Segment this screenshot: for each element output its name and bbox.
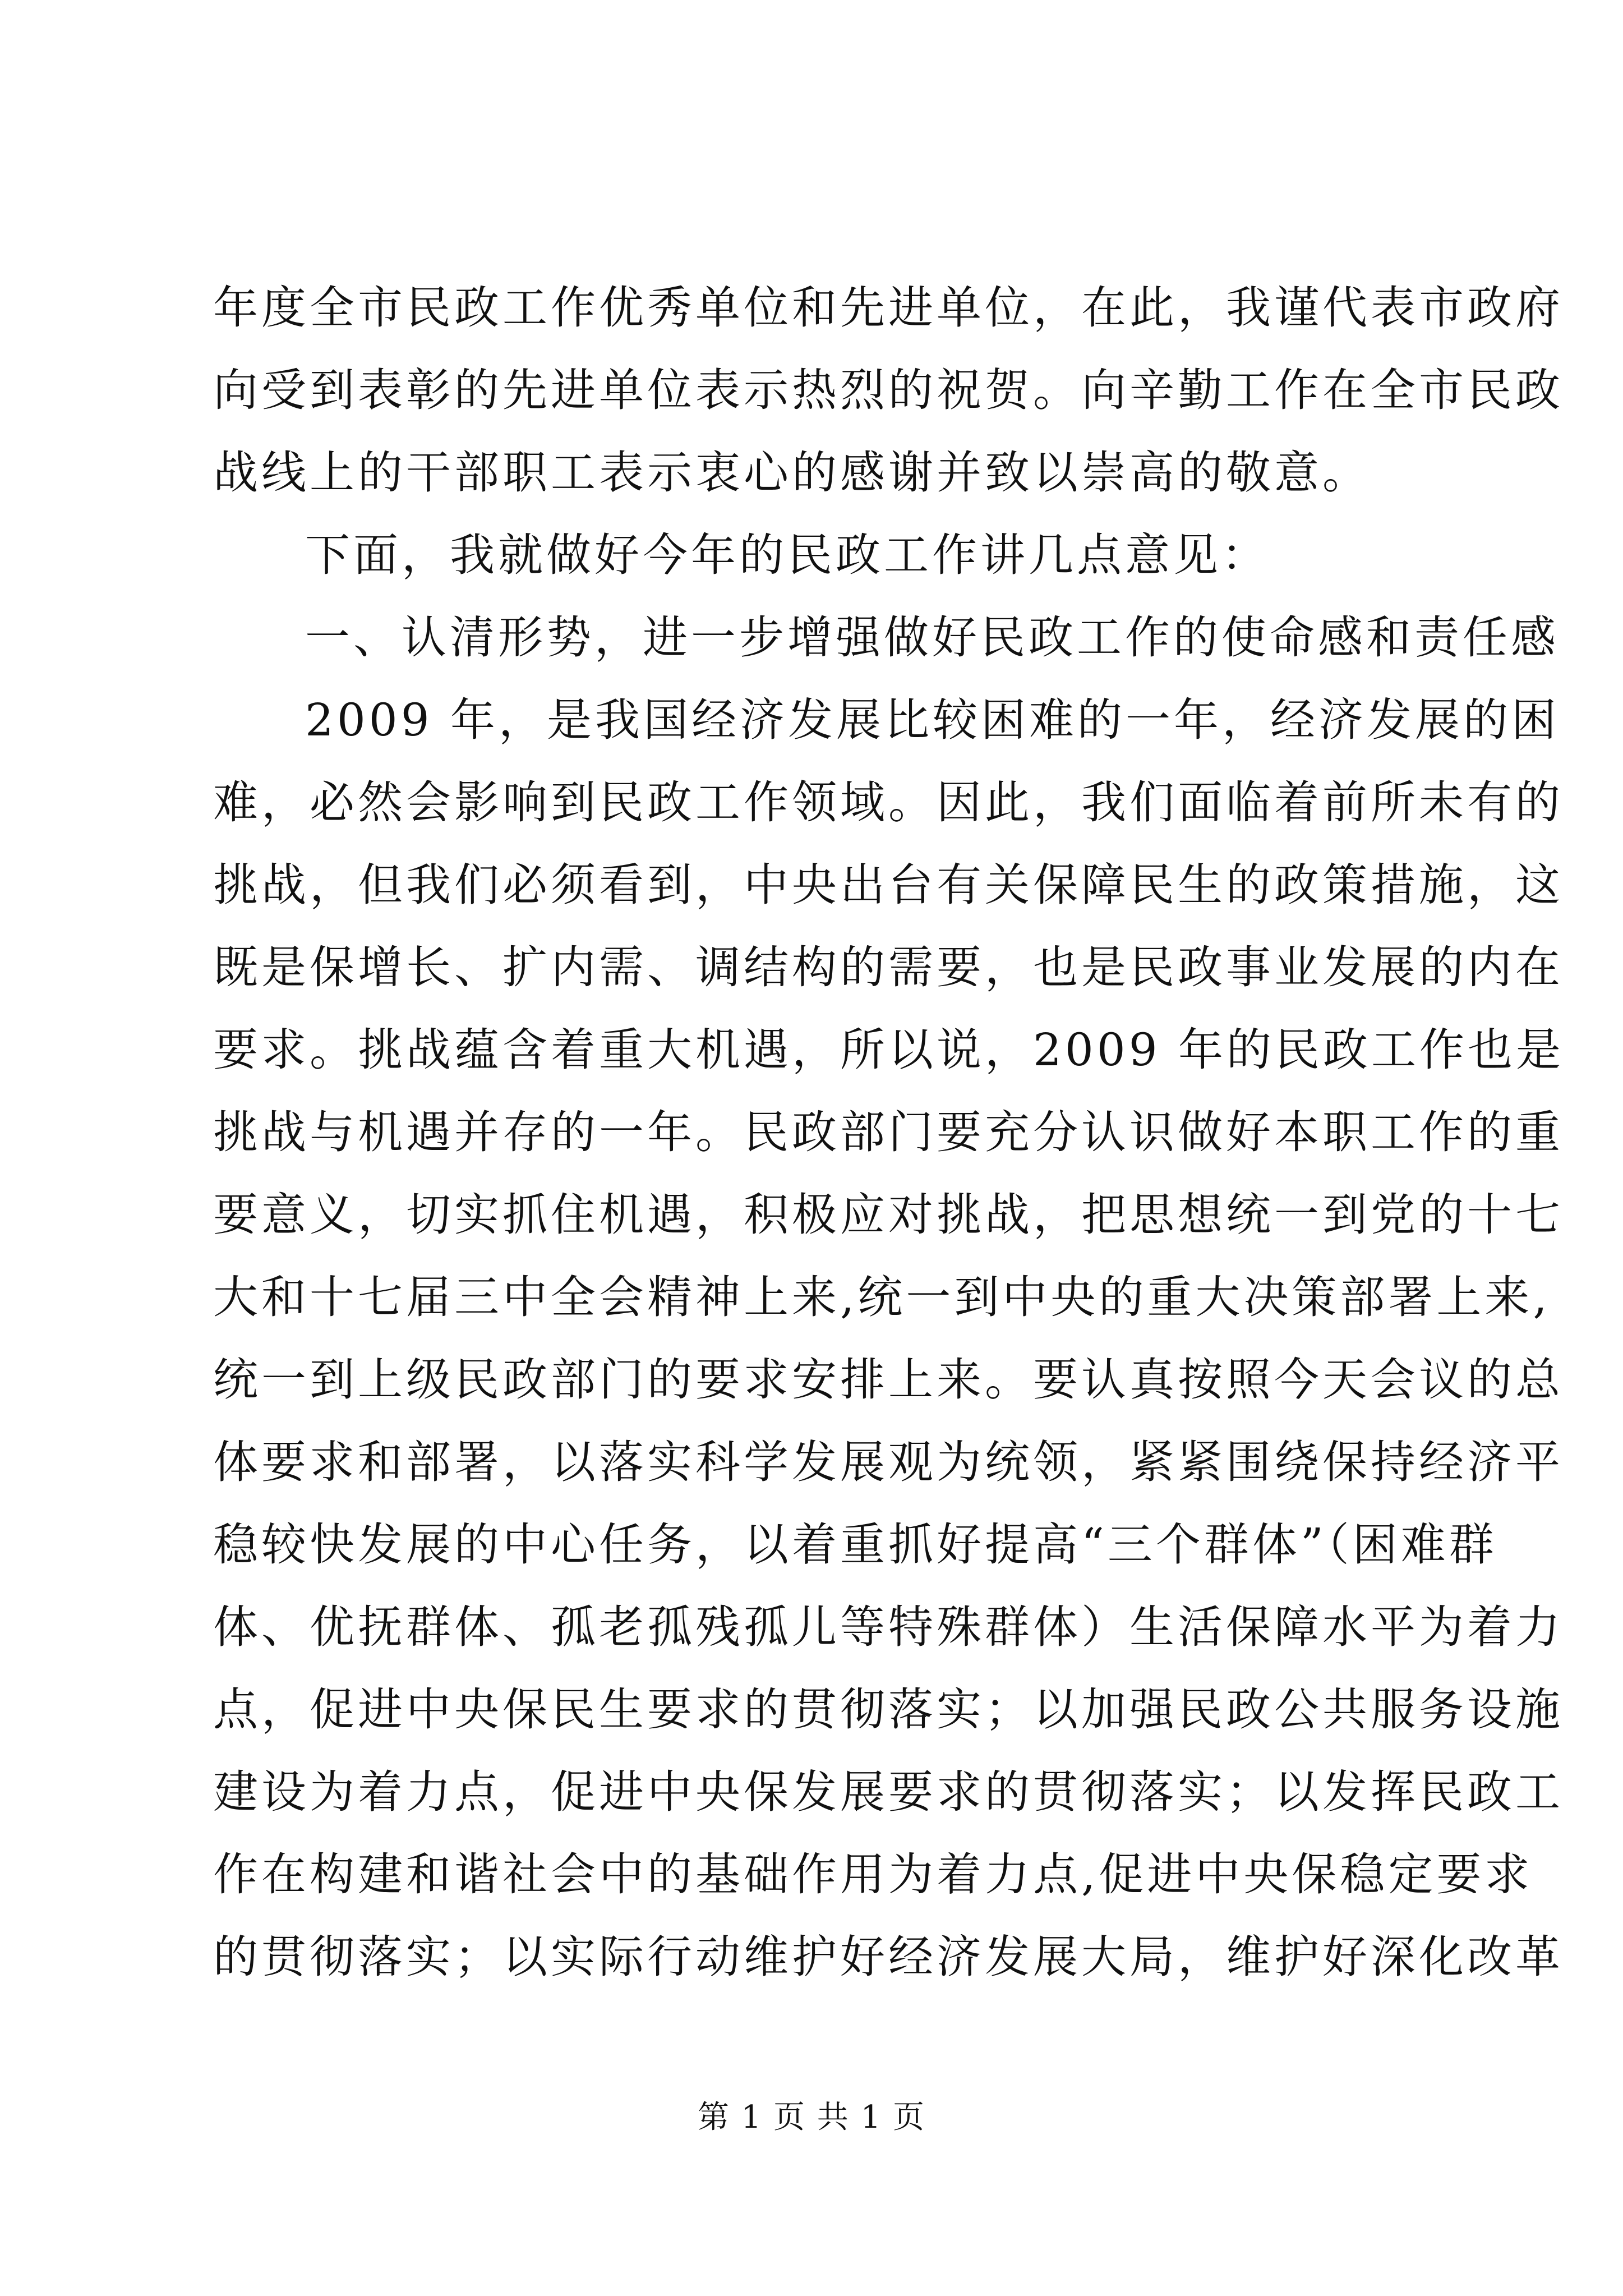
text-line: 大和十七届三中全会精神上来,统一到中央的重大决策部署上来, [213, 1271, 1551, 1323]
text-line: 挑战，但我们必须看到，中央出台有关保障民生的政策措施，这 [213, 859, 1564, 911]
text-line: 稳较快发展的中心任务，以着重抓好提高“三个群体”（困难群 [213, 1519, 1497, 1571]
text-line: 建设为着力点，促进中央保发展要求的贯彻落实；以发挥民政工 [213, 1766, 1564, 1818]
text-line: 2009 年，是我国经济发展比较困难的一年，经济发展的困 [305, 694, 1560, 746]
text-line: 下面，我就做好今年的民政工作讲几点意见： [305, 529, 1270, 581]
text-line: 体、优抚群体、孤老孤残孤儿等特殊群体）生活保障水平为着力 [213, 1601, 1564, 1653]
text-line: 年度全市民政工作优秀单位和先进单位，在此，我谨代表市政府 [213, 282, 1564, 334]
text-line: 战线上的干部职工表示衷心的感谢并致以崇高的敬意。 [213, 447, 1371, 499]
text-line: 既是保增长、扩内需、调结构的需要，也是民政事业发展的内在 [213, 941, 1564, 993]
text-line: 作在构建和谐社会中的基础作用为着力点,促进中央保稳定要求 [213, 1848, 1533, 1901]
text-line: 向受到表彰的先进单位表示热烈的祝贺。向辛勤工作在全市民政 [213, 364, 1564, 416]
text-line: 要意义，切实抓住机遇，积极应对挑战，把思想统一到党的十七 [213, 1189, 1564, 1241]
text-line: 点，促进中央保民生要求的贯彻落实；以加强民政公共服务设施 [213, 1683, 1564, 1736]
text-line: 的贯彻落实；以实际行动维护好经济发展大局，维护好深化改革 [213, 1931, 1564, 1983]
page-footer: 第 1 页 共 1 页 [697, 2099, 926, 2136]
text-line: 体要求和部署，以落实科学发展观为统领，紧紧围绕保持经济平 [213, 1436, 1564, 1488]
text-line: 难，必然会影响到民政工作领域。因此，我们面临着前所未有的 [213, 776, 1564, 829]
text-line: 挑战与机遇并存的一年。民政部门要充分认识做好本职工作的重 [213, 1106, 1564, 1158]
text-line: 统一到上级民政部门的要求安排上来。要认真按照今天会议的总 [213, 1354, 1564, 1406]
section-heading: 一、认清形势，进一步增强做好民政工作的使命感和责任感 [305, 611, 1559, 664]
body-text [213, 266, 1565, 1998]
text-line: 要求。挑战蕴含着重大机遇，所以说，2009 年的民政工作也是 [213, 1024, 1565, 1076]
